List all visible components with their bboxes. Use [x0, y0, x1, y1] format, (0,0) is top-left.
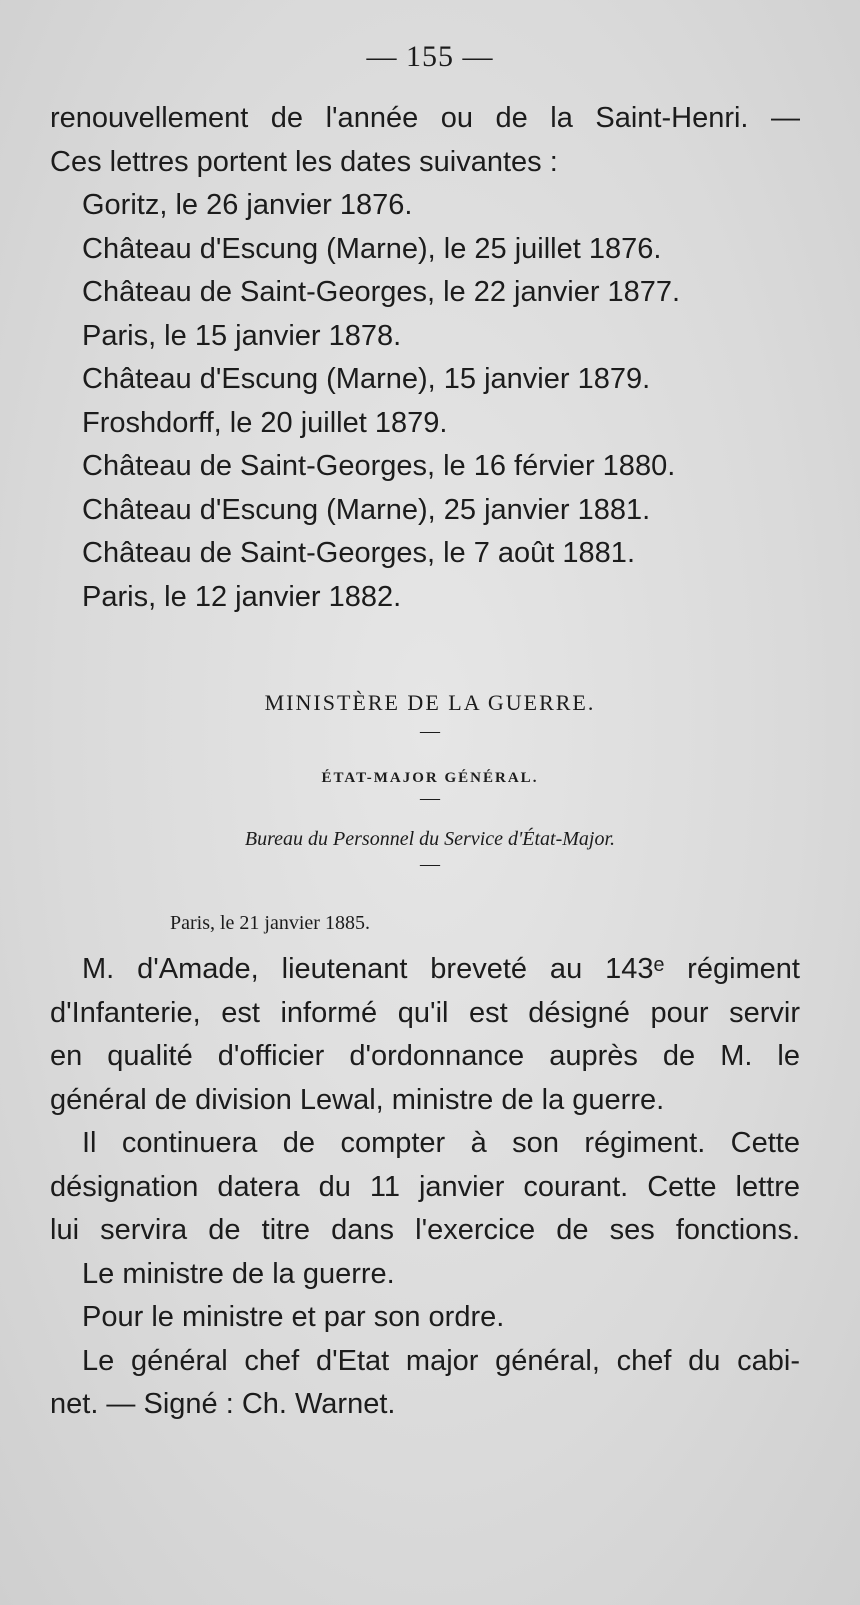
signature-line: net. — Signé : Ch. Warnet.: [50, 1388, 396, 1420]
text-line: lui servira de titre dans l'exercice de ses fonctions.: [50, 1214, 800, 1246]
list-item: Château de Saint-Georges, le 22 janvier 1877.: [82, 276, 681, 308]
separator-dash: —: [420, 787, 440, 809]
text-line: M. d'Amade, lieutenant breveté au 143ᵉ régiment: [82, 953, 800, 985]
letter-body: [50, 948, 800, 1427]
separator-dash: —: [420, 853, 440, 875]
list-item: Paris, le 15 janvier 1878.: [82, 319, 402, 352]
list-item: Paris, le 12 janvier 1882.: [82, 580, 402, 613]
text-line: renouvellement de l'année ou de la Saint-Henri. —: [50, 102, 800, 134]
text-line: Il continuera de compter à son régiment. Cette: [82, 1127, 800, 1159]
text-line: général de division Lewal, ministre de la guerre.: [50, 1083, 665, 1116]
list-item: Château d'Escung (Marne), 15 janvier 1879.: [82, 363, 651, 395]
list-item: Château de Saint-Georges, le 7 août 1881.: [82, 537, 635, 569]
separator-dash: —: [420, 720, 440, 742]
ministry-heading: MINISTÈRE DE LA GUERRE.: [264, 690, 596, 715]
list-item: Goritz, le 26 janvier 1876.: [82, 189, 413, 221]
letter-place-date: Paris, le 21 janvier 1885.: [170, 912, 370, 934]
text-line: d'Infanterie, est informé qu'il est désigné pour servir: [50, 996, 800, 1029]
intro-block: [50, 97, 800, 619]
list-item: Froshdorff, le 20 juillet 1879.: [82, 406, 448, 439]
text-line: en qualité d'officier d'ordonnance auprès de M. le: [50, 1040, 800, 1072]
letter-dates-list: [50, 184, 800, 619]
text-line: Ces lettres portent les dates suivantes :: [50, 145, 558, 178]
page-number: — 155 —: [366, 40, 494, 73]
list-item: Château de Saint-Georges, le 16 férvier 1880.: [82, 450, 676, 482]
text-line: Pour le ministre et par son ordre.: [82, 1301, 505, 1333]
list-item: Château d'Escung (Marne), le 25 juillet 1876.: [82, 232, 662, 265]
text-line: désignation datera du 11 janvier courant. Cette lettre: [50, 1170, 800, 1203]
list-item: Château d'Escung (Marne), 25 janvier 1881.: [82, 493, 651, 526]
bureau-heading: Bureau du Personnel du Service d'État-Major.: [244, 828, 616, 850]
staff-heading: ÉTAT-MAJOR GÉNÉRAL.: [321, 770, 539, 786]
text-line: Le ministre de la guerre.: [82, 1257, 395, 1290]
text-line: Le général chef d'Etat major général, chef du cabi-: [82, 1344, 800, 1377]
